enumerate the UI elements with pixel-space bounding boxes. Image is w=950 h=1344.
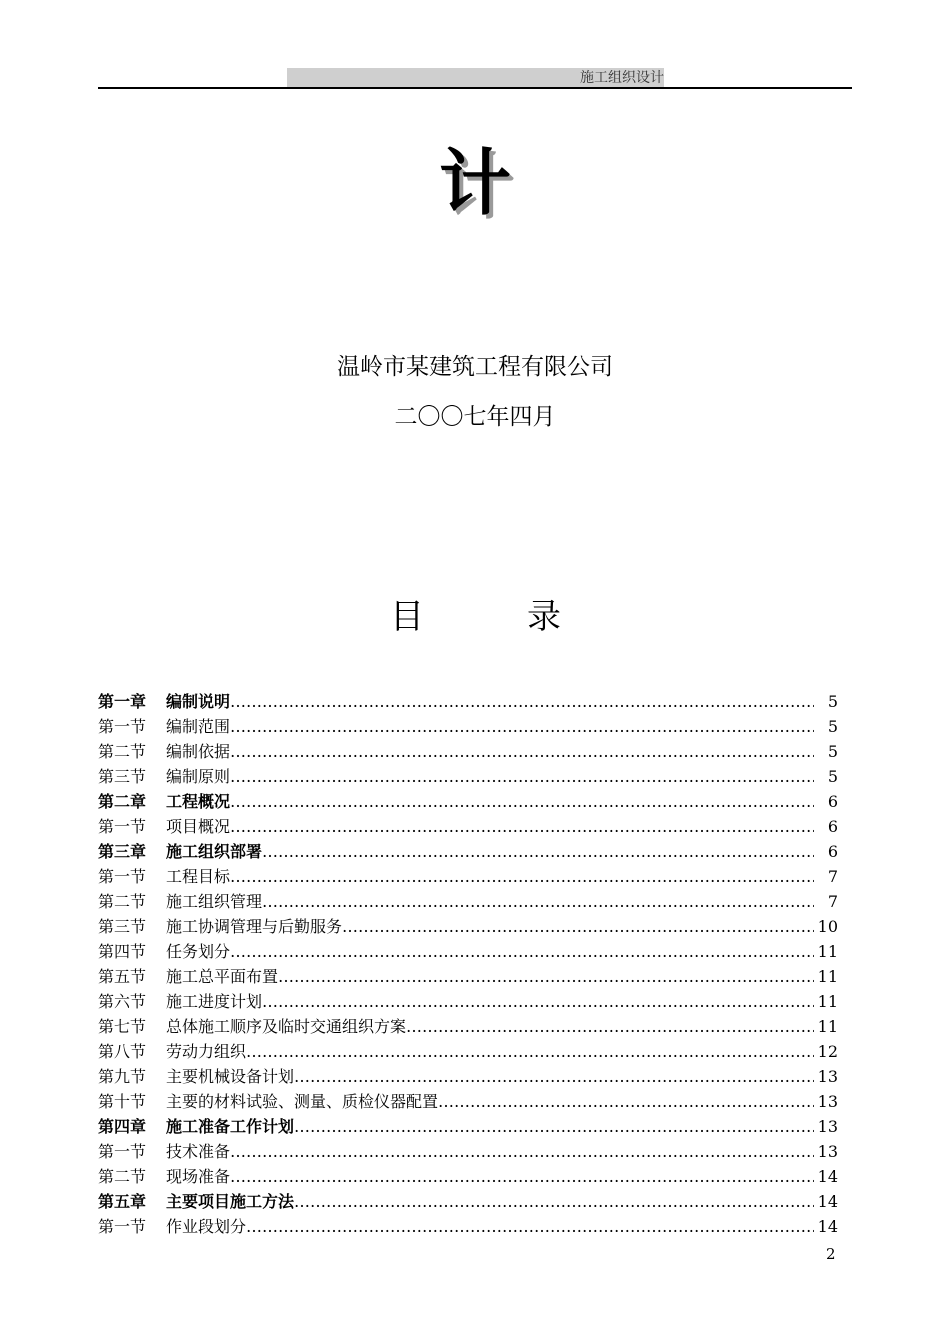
toc-entry-label: 编制依据: [166, 742, 231, 761]
toc-section-entry[interactable]: [98, 939, 838, 964]
toc-dot-leader: [278, 964, 814, 989]
toc-dot-leader: [230, 689, 814, 714]
table-of-contents: [98, 689, 838, 1239]
toc-entry-page: 10: [817, 917, 838, 936]
toc-dot-leader: [230, 764, 814, 789]
toc-entry-page: 5: [827, 742, 838, 761]
toc-dot-leader: [230, 789, 814, 814]
toc-entry-number: 第一节: [98, 1217, 147, 1236]
toc-dot-leader: [262, 839, 814, 864]
toc-entry-number: 第二节: [98, 742, 147, 761]
toc-chapter-entry[interactable]: [98, 789, 838, 814]
toc-entry-page: 6: [827, 792, 838, 811]
toc-section-entry[interactable]: [98, 964, 838, 989]
toc-entry-page: 11: [817, 967, 838, 986]
toc-dot-leader: [246, 1039, 814, 1064]
toc-entry-label: 任务划分: [166, 942, 231, 961]
toc-section-entry[interactable]: [98, 1039, 838, 1064]
toc-entry-page: 6: [827, 842, 838, 861]
toc-section-entry[interactable]: [98, 1064, 838, 1089]
page-number: 2: [826, 1245, 836, 1263]
toc-dot-leader: [294, 1114, 814, 1139]
toc-entry-label: 主要的材料试验、测量、质检仪器配置: [166, 1092, 439, 1111]
toc-entry-number: 第一节: [98, 867, 147, 886]
toc-section-entry[interactable]: [98, 914, 838, 939]
toc-entry-page: 11: [817, 992, 838, 1011]
toc-entry-number: 第一节: [98, 1142, 147, 1161]
toc-entry-label: 主要项目施工方法: [166, 1192, 295, 1211]
toc-entry-number: 第一节: [98, 817, 147, 836]
toc-entry-number: 第六节: [98, 992, 147, 1011]
toc-entry-number: 第三章: [98, 842, 147, 861]
cover-title-fragment: 计: [438, 141, 511, 225]
toc-heading-left: 目: [390, 597, 424, 637]
toc-entry-page: 5: [827, 717, 838, 736]
toc-entry-page: 13: [817, 1142, 838, 1161]
toc-heading: [0, 592, 950, 642]
toc-section-entry[interactable]: [98, 989, 838, 1014]
toc-entry-page: 11: [817, 942, 838, 961]
toc-section-entry[interactable]: [98, 714, 838, 739]
toc-entry-page: 13: [817, 1117, 838, 1136]
toc-section-entry[interactable]: [98, 739, 838, 764]
header-rule: [98, 87, 852, 89]
toc-entry-page: 13: [817, 1092, 838, 1111]
toc-section-entry[interactable]: [98, 864, 838, 889]
toc-entry-number: 第一节: [98, 717, 147, 736]
document-date: 二〇〇七年四月: [394, 404, 556, 430]
toc-dot-leader: [230, 1139, 814, 1164]
toc-entry-label: 项目概况: [166, 817, 231, 836]
toc-entry-page: 11: [817, 1017, 838, 1036]
toc-entry-number: 第一章: [98, 692, 147, 711]
toc-entry-number: 第三节: [98, 917, 147, 936]
toc-section-entry[interactable]: [98, 814, 838, 839]
toc-entry-page: 5: [827, 767, 838, 786]
toc-entry-number: 第十节: [98, 1092, 147, 1111]
toc-dot-leader: [438, 1089, 814, 1114]
toc-entry-number: 第五节: [98, 967, 147, 986]
toc-entry-label: 施工组织部署: [166, 842, 263, 861]
toc-entry-number: 第四节: [98, 942, 147, 961]
toc-entry-label: 施工组织管理: [166, 892, 263, 911]
toc-dot-leader: [262, 989, 814, 1014]
toc-entry-number: 第七节: [98, 1017, 147, 1036]
toc-chapter-entry[interactable]: [98, 1189, 838, 1214]
toc-section-entry[interactable]: [98, 1164, 838, 1189]
toc-heading-right: 录: [527, 597, 561, 637]
toc-dot-leader: [230, 714, 814, 739]
toc-entry-number: 第九节: [98, 1067, 147, 1086]
toc-entry-number: 第八节: [98, 1042, 147, 1061]
toc-entry-page: 14: [817, 1217, 838, 1236]
toc-entry-page: 5: [827, 692, 838, 711]
toc-entry-number: 第二节: [98, 1167, 147, 1186]
toc-entry-label: 编制原则: [166, 767, 231, 786]
toc-entry-number: 第三节: [98, 767, 147, 786]
toc-section-entry[interactable]: [98, 1014, 838, 1039]
toc-entry-page: 12: [817, 1042, 838, 1061]
toc-entry-label: 工程概况: [166, 792, 231, 811]
toc-section-entry[interactable]: [98, 1214, 838, 1239]
toc-entry-label: 编制说明: [166, 692, 231, 711]
toc-dot-leader: [342, 914, 814, 939]
toc-entry-number: 第二章: [98, 792, 147, 811]
toc-chapter-entry[interactable]: [98, 1114, 838, 1139]
toc-entry-label: 劳动力组织: [166, 1042, 247, 1061]
toc-dot-leader: [230, 864, 814, 889]
toc-dot-leader: [294, 1189, 814, 1214]
toc-entry-page: 13: [817, 1067, 838, 1086]
toc-entry-label: 施工准备工作计划: [166, 1117, 295, 1136]
toc-dot-leader: [230, 814, 814, 839]
toc-entry-page: 14: [817, 1192, 838, 1211]
toc-entry-page: 7: [827, 867, 838, 886]
toc-entry-label: 施工总平面布置: [166, 967, 279, 986]
toc-entry-label: 技术准备: [166, 1142, 231, 1161]
header-title: 施工组织设计: [580, 70, 664, 86]
toc-entry-page: 6: [827, 817, 838, 836]
toc-dot-leader: [262, 889, 814, 914]
toc-dot-leader: [230, 739, 814, 764]
toc-entry-label: 编制范围: [166, 717, 231, 736]
toc-section-entry[interactable]: [98, 1089, 838, 1114]
toc-dot-leader: [230, 939, 814, 964]
toc-entry-label: 现场准备: [166, 1167, 231, 1186]
toc-entry-label: 作业段划分: [166, 1217, 247, 1236]
toc-dot-leader: [294, 1064, 814, 1089]
toc-entry-label: 主要机械设备计划: [166, 1067, 295, 1086]
toc-entry-number: 第五章: [98, 1192, 147, 1211]
toc-section-entry[interactable]: [98, 1139, 838, 1164]
toc-dot-leader: [406, 1014, 814, 1039]
toc-chapter-entry[interactable]: [98, 689, 838, 714]
toc-entry-label: 总体施工顺序及临时交通组织方案: [166, 1017, 407, 1036]
toc-section-entry[interactable]: [98, 764, 838, 789]
toc-entry-page: 7: [827, 892, 838, 911]
toc-entry-number: 第二节: [98, 892, 147, 911]
toc-entry-label: 施工协调管理与后勤服务: [166, 917, 343, 936]
toc-chapter-entry[interactable]: [98, 839, 838, 864]
toc-dot-leader: [246, 1214, 814, 1239]
company-name: 温岭市某建筑工程有限公司: [337, 354, 613, 380]
toc-entry-page: 14: [817, 1167, 838, 1186]
toc-entry-label: 施工进度计划: [166, 992, 263, 1011]
toc-entry-number: 第四章: [98, 1117, 147, 1136]
toc-entry-label: 工程目标: [166, 867, 231, 886]
toc-section-entry[interactable]: [98, 889, 838, 914]
toc-dot-leader: [230, 1164, 814, 1189]
